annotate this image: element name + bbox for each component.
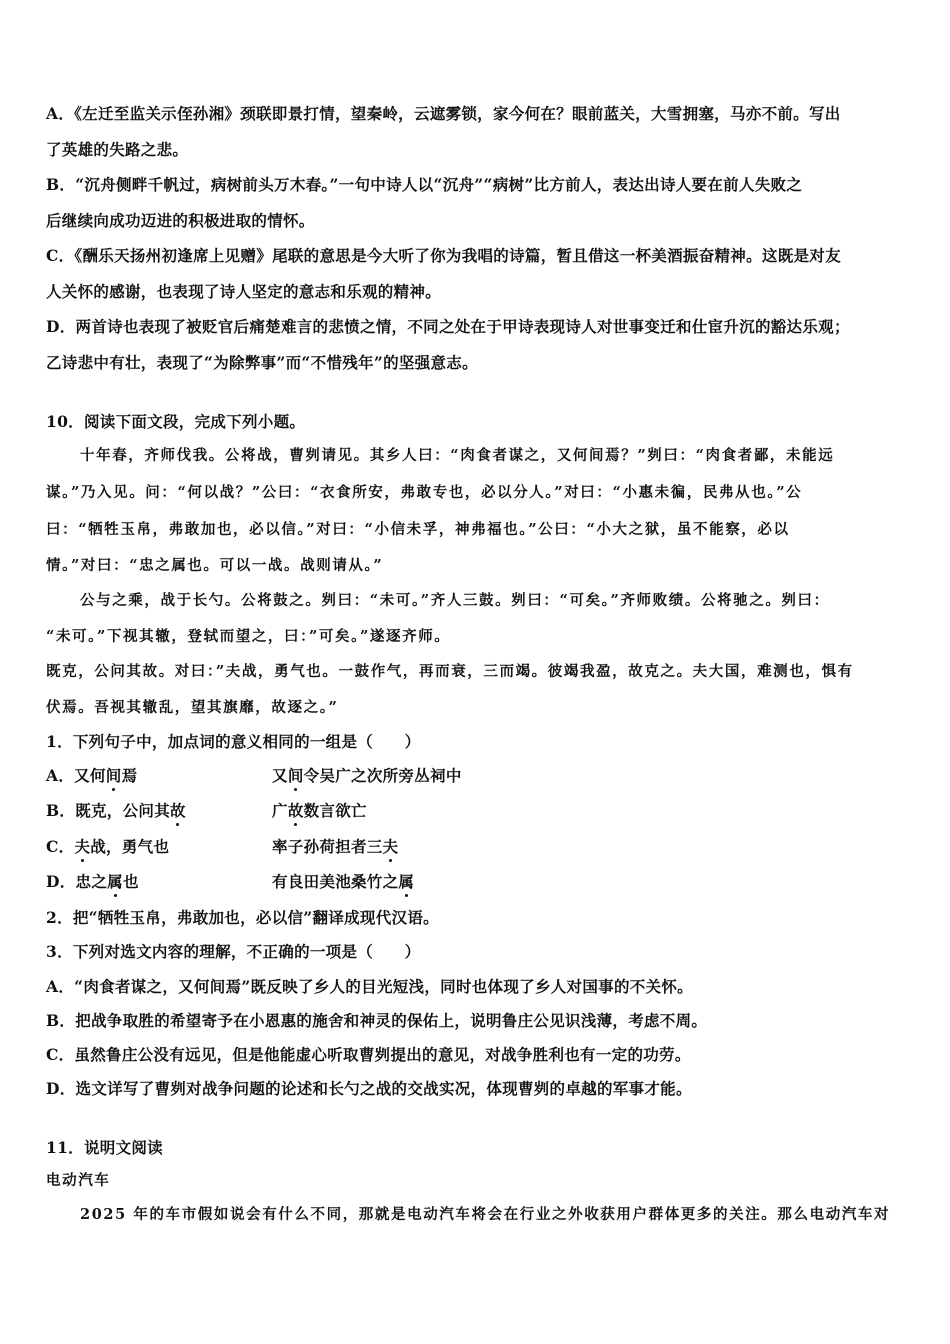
option-compare-sentence: 有良田美池桑竹之属 [272, 872, 415, 891]
q11-heading: 11．说明文阅读 [46, 1138, 163, 1157]
q9-option-b: B．“沉舟侧畔千帆过，病树前头万木春。”一句中诗人以“沉舟”“病树”比方前人，表达出诗人要在前人失败之 [46, 175, 803, 194]
dotted-word: 间 [105, 766, 122, 785]
article-paragraph: 2025 年的车市假如说会有什么不同，那就是电动汽车将会在行业之外收获用户群体更多的关注。那么电动汽车对 [80, 1206, 891, 1223]
q10-sub1-option-d: D．忠之属也 有良田美池桑竹之属 [46, 872, 415, 891]
q9-option-a-cont: 了英雄的失路之悲。 [46, 140, 189, 159]
q9-option-c: C．《酬乐天扬州初逢席上见赠》尾联的意思是今大听了你为我唱的诗篇，暂且借这一杯美酒振奋精神。这既是对友 [46, 246, 841, 265]
dotted-word: 故 [287, 801, 304, 820]
q10-sub1-option-b: B．既克，公问其故 广故数言欲亡 [46, 801, 367, 820]
dotted-word: 夫 [74, 837, 91, 856]
q9-option-b-cont: 后继续向成功迈进的积极进取的情怀。 [46, 211, 315, 230]
dotted-word: 夫 [382, 837, 399, 856]
q10-sub2-question: 2．把“牺牲玉帛，弗敢加也，必以信”翻译成现代汉语。 [46, 908, 439, 927]
q10-sub1-option-c: C．夫战，勇气也 率子孙荷担者三夫 [46, 837, 399, 856]
dotted-word: 间 [287, 766, 304, 785]
q10-sub3-option-c: C．虽然鲁庄公没有远见，但是他能虚心听取曹刿提出的意见，对战争胜利也有一定的功劳。 [46, 1045, 691, 1064]
q10-sub3-question: 3．下列对选文内容的理解，不正确的一项是（ ） [46, 942, 421, 961]
q9-option-a: A．《左迁至监关示侄孙湘》颈联即景打情，望秦岭，云遮雾锁，家今何在？眼前蓝关，大雪拥塞，马亦不前。写出 [46, 104, 841, 123]
dotted-word: 属 [398, 872, 415, 891]
passage-line: 既克，公问其故。对曰：”夫战，勇气也。一鼓作气，再而衰，三而竭。彼竭我盈，故克之。夫大国，难测也，惧有 [46, 663, 854, 680]
q9-option-d: D．两首诗也表现了被贬官后痛楚难言的悲愤之情，不同之处在于甲诗表现诗人对世事变迁和仕宦升沉的豁达乐观； [46, 317, 850, 336]
q10-sub1-option-a: A．又何间焉 又间令吴广之次所旁丛祠中 [46, 766, 462, 785]
passage-line: 公与之乘，战于长勺。公将鼓之。刿曰：“未可。”齐人三鼓。刿曰：“可矣。”齐师败绩。公将驰之。刿曰： [80, 592, 830, 609]
q9-option-d-cont: 乙诗悲中有壮，表现了“为除弊事”而“不惜残年”的坚强意志。 [46, 353, 478, 372]
q10-heading: 10．阅读下面文段，完成下列小题。 [46, 412, 306, 431]
passage-line: 谋。”乃入见。问：“何以战？”公曰：“衣食所安，弗敢专也，必以分人。”对曰：“小惠未徧，民弗从也。”公 [46, 484, 803, 501]
dotted-word: 故 [170, 801, 186, 820]
option-compare-sentence: 广故数言欲亡 [272, 801, 367, 820]
option-label: C． [46, 837, 75, 856]
passage-line: 十年春，齐师伐我。公将战，曹刿请见。其乡人曰：“肉食者谋之，又何间焉？”刿曰：“肉食者鄙，未能远 [80, 447, 835, 464]
passage-line: 曰：“牺牲玉帛，弗敢加也，必以信。”对曰：“小信未孚，神弗福也。”公曰：“小大之狱，虽不能察，必以 [46, 521, 790, 538]
option-label: D． [46, 872, 76, 891]
dotted-word: 属 [107, 872, 123, 891]
passage-line: “未可。”下视其辙，登轼而望之，曰：”可矣。”遂逐齐师。 [46, 628, 451, 645]
article-title: 电动汽车 [46, 1172, 111, 1189]
option-label: B． [46, 801, 76, 820]
passage-line: 伏焉。吾视其辙乱，望其旗靡，故逐之。” [46, 699, 339, 716]
q9-option-c-cont: 人关怀的感谢，也表现了诗人坚定的意志和乐观的精神。 [46, 282, 442, 301]
option-compare-sentence: 又间令吴广之次所旁丛祠中 [272, 766, 462, 785]
q10-sub3-option-d: D．选文详写了曹刿对战争问题的论述和长勺之战的交战实况，体现曹刿的卓越的军事才能。 [46, 1079, 692, 1098]
option-label: A． [46, 766, 75, 785]
option-compare-sentence: 率子孙荷担者三夫 [272, 837, 399, 856]
passage-line: 情。”对曰：“忠之属也。可以一战。战则请从。” [46, 557, 384, 574]
q10-sub3-option-a: A．“肉食者谋之，又何间焉”既反映了乡人的目光短浅，同时也体现了乡人对国事的不关怀。 [46, 977, 693, 996]
q10-sub3-option-b: B．把战争取胜的希望寄予在小恩惠的施舍和神灵的保佑上，说明鲁庄公见识浅薄，考虑不周。 [46, 1011, 708, 1030]
q10-sub1-question: 1．下列句子中，加点词的意义相同的一组是（ ） [46, 732, 421, 751]
